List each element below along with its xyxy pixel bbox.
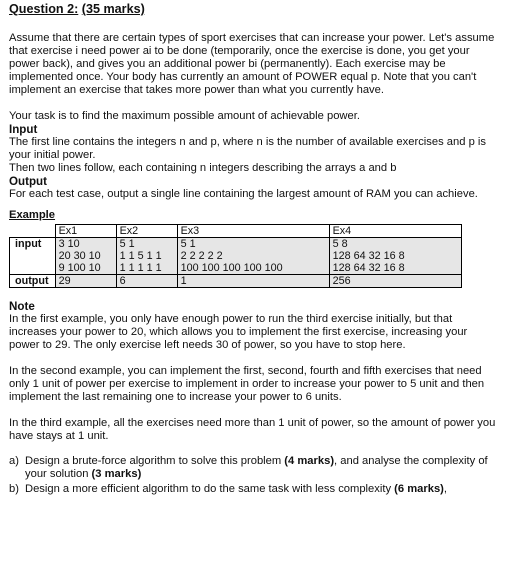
table-cell: 9 100 10 xyxy=(55,262,116,275)
note-paragraph-1: In the first example, you only have enough power to run the third exercise initially, but that increases your power to 20, which allows you to implement the first exercise, increasing your power to 29. The only exercise left needs 30 of power, so you have to stop here. xyxy=(9,313,468,351)
table-cell: 6 xyxy=(116,275,177,288)
part-text: Design a brute-force algorithm to solve this problem xyxy=(25,455,282,467)
part-text-2: , xyxy=(443,483,448,495)
table-cell: 256 xyxy=(329,275,461,288)
part-letter: a) xyxy=(9,455,19,467)
part-letter: b) xyxy=(9,483,19,495)
task-list xyxy=(9,455,499,496)
table-cell: 128 64 32 16 8 xyxy=(329,250,461,262)
input-row-label: input xyxy=(10,238,56,275)
document-page xyxy=(9,2,499,498)
table-cell: 100 100 100 100 100 xyxy=(177,262,329,275)
part-marks-2: (3 marks) xyxy=(91,468,142,480)
list-item xyxy=(9,455,499,481)
table-corner xyxy=(10,225,56,238)
table-cell: 1 1 5 1 1 xyxy=(116,250,177,262)
question-marks: (35 marks) xyxy=(81,2,145,16)
table-output-row xyxy=(10,275,462,288)
input-heading: Input xyxy=(9,123,38,136)
note-heading: Note xyxy=(9,300,35,313)
table-row xyxy=(10,262,462,275)
note-paragraph-2: In the second example, you can implement the first, second, fourth and fifth exercises that need only 1 unit of power per exercise to implement in order to increase your power to 5 unit and then implement the last remaining one to increase your power to 6 units. xyxy=(9,365,485,403)
table-cell: 5 8 xyxy=(329,238,461,251)
list-item xyxy=(9,483,499,496)
question-title xyxy=(9,2,499,17)
output-text: For each test case, output a single line containing the largest amount of RAM you can achieve. xyxy=(9,188,478,200)
output-row-label: output xyxy=(10,275,56,288)
header-ex3: Ex3 xyxy=(177,225,329,238)
part-text: Design a more efficient algorithm to do the same task with less complexity xyxy=(25,483,392,495)
table-cell: 1 xyxy=(177,275,329,288)
table-cell: 20 30 10 xyxy=(55,250,116,262)
part-marks: (6 marks) xyxy=(394,483,444,495)
intro-paragraph: Assume that there are certain types of sport exercises that can increase your power. Let's assume that exercise i need power ai to be done (temporarily, once the exercise is done, you get your power back), and gives you an additional power bi (permanently). Each exercise may be implemented once. Your body has currently an amount of POWER equal p. Note that you can't implement an exercise that takes more power than what you currently have. xyxy=(9,32,495,96)
part-marks: (4 marks) xyxy=(284,455,335,467)
example-table xyxy=(9,224,462,288)
part-text-2: , and analyse the complexity of your solution xyxy=(25,455,488,480)
table-cell: 2 2 2 2 2 xyxy=(177,250,329,262)
table-row xyxy=(10,238,462,251)
table-header-row xyxy=(10,225,462,238)
header-ex4: Ex4 xyxy=(329,225,461,238)
input-line-2: Then two lines follow, each containing n integers describing the arrays a and b xyxy=(9,162,397,174)
output-heading: Output xyxy=(9,175,47,188)
header-ex2: Ex2 xyxy=(116,225,177,238)
table-cell: 5 1 xyxy=(177,238,329,251)
table-cell: 29 xyxy=(55,275,116,288)
task-paragraph: Your task is to find the maximum possible amount of achievable power. xyxy=(9,110,360,122)
table-row xyxy=(10,250,462,262)
header-ex1: Ex1 xyxy=(55,225,116,238)
input-line-1: The first line contains the integers n and p, where n is the number of available exercises and p is your initial power. xyxy=(9,136,486,161)
note-paragraph-3: In the third example, all the exercises need more than 1 unit of power, so the amount of power you have stays at 1 unit. xyxy=(9,417,496,442)
question-number: Question 2: xyxy=(9,2,79,16)
table-cell: 1 1 1 1 1 xyxy=(116,262,177,275)
table-cell: 5 1 xyxy=(116,238,177,251)
example-heading: Example xyxy=(9,209,56,221)
table-cell: 128 64 32 16 8 xyxy=(329,262,461,275)
table-cell: 3 10 xyxy=(55,238,116,251)
